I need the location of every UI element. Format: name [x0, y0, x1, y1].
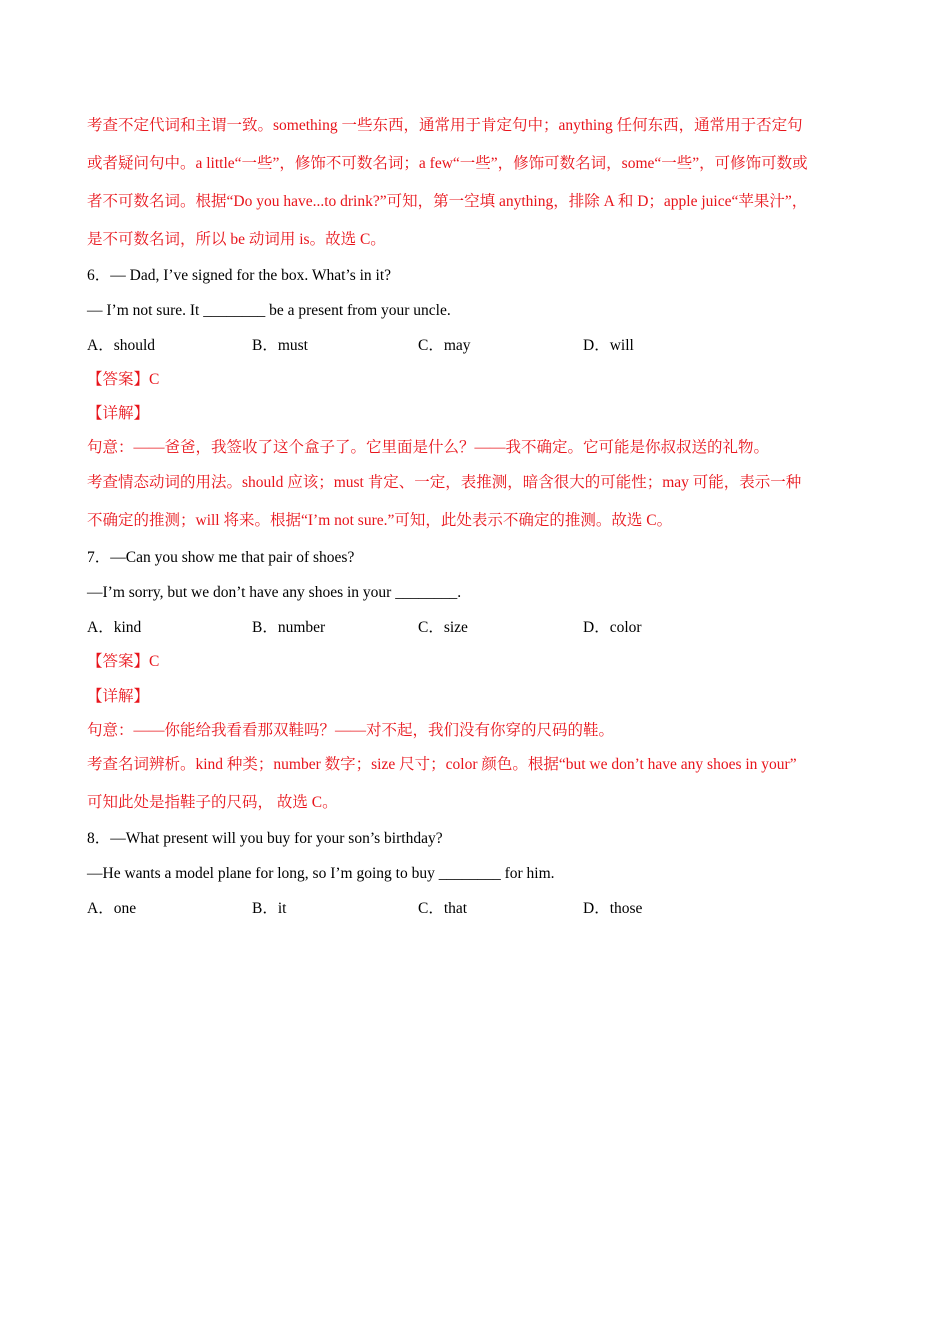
- q6-detail-label: 【详解】: [87, 405, 150, 422]
- q7-explain-line-2: 可知此处是指鞋子的尺码， 故选 C。: [87, 794, 338, 811]
- q6-explain-line-1: 考查情态动词的用法。should 应该；must 肯定、一定，表推测，暗含很大的可能性；may 可能，表示一种: [87, 474, 802, 491]
- q8-stem-line-1: 8．—What present will you buy for your son’s birthday?: [87, 830, 443, 847]
- q7-explain-line-1: 考查名词辨析。kind 种类；number 数字；size 尺寸；color 颜色。根据“but we don’t have any shoes in your”: [87, 756, 797, 773]
- q7-detail-label: 【详解】: [87, 688, 150, 705]
- q6-option-c: C．may: [418, 337, 471, 354]
- q7-option-b: B．number: [252, 619, 326, 636]
- q7-option-c: C．size: [418, 619, 468, 636]
- q6-option-a: A．should: [87, 337, 156, 354]
- q8-option-d: D．those: [583, 900, 643, 917]
- q7-option-d: D．color: [583, 619, 642, 636]
- q6-stem-line-1: 6．— Dad, I’ve signed for the box. What’s in it?: [87, 267, 392, 284]
- q7-stem-line-2: —I’m sorry, but we don’t have any shoes in your ________.: [87, 584, 462, 601]
- q7-meaning: 句意：——你能给我看看那双鞋吗？——对不起，我们没有你穿的尺码的鞋。: [87, 722, 615, 739]
- q6-answer: 【答案】C: [87, 371, 160, 388]
- q6-stem-line-2: — I’m not sure. It ________ be a present from your uncle.: [87, 302, 451, 319]
- q5-explain-line-1: 考查不定代词和主谓一致。something 一些东西，通常用于肯定句中；anything 任何东西，通常用于否定句: [87, 117, 803, 134]
- q6-option-b: B．must: [252, 337, 308, 354]
- q8-option-c: C．that: [418, 900, 468, 917]
- q6-explain-line-2: 不确定的推测；will 将来。根据“I’m not sure.”可知，此处表示不确定的推测。故选 C。: [87, 512, 673, 529]
- q8-stem-line-2: —He wants a model plane for long, so I’m going to buy ________ for him.: [87, 865, 555, 882]
- q5-explain-line-3: 者不可数名词。根据“Do you have...to drink?”可知，第一空填 anything，排除 A 和 D；apple juice“苹果汁”，: [87, 193, 808, 210]
- q8-option-a: A．one: [87, 900, 137, 917]
- q6-meaning: 句意：——爸爸，我签收了这个盒子了。它里面是什么？——我不确定。它可能是你叔叔送的礼物。: [87, 439, 770, 456]
- q7-stem-line-1: 7．—Can you show me that pair of shoes?: [87, 549, 355, 566]
- q6-option-d: D．will: [583, 337, 634, 354]
- q5-explain-line-2: 或者疑问句中。a little“一些”，修饰不可数名词；a few“一些”，修饰可数名词，some“一些”，可修饰可数或: [87, 155, 808, 172]
- q5-explain-line-4: 是不可数名词，所以 be 动词用 is。故选 C。: [87, 231, 386, 248]
- q7-option-a: A．kind: [87, 619, 142, 636]
- q7-answer: 【答案】C: [87, 653, 160, 670]
- q8-option-b: B．it: [252, 900, 287, 917]
